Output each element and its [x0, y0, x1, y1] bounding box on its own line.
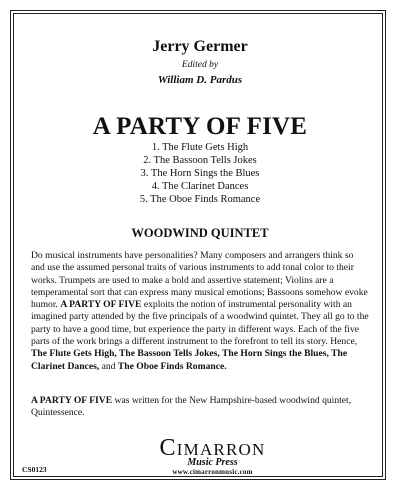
editor-name: William D. Pardus [157, 74, 243, 86]
publisher-subname: Music Press [187, 457, 238, 468]
last-movement-bold: The Oboe Finds Romance. [117, 360, 227, 372]
movement-item: 4. The Clarinet Dances [151, 181, 249, 192]
note-text: was written for the New Hampshire-based woodwind quintet, Quintessence. [31, 395, 352, 419]
edited-by-label: Edited by [181, 60, 219, 70]
movement-item: 2. The Bassoon Tells Jokes [143, 155, 257, 166]
brand-rest: IMARRON [176, 440, 266, 459]
publisher-logo [145, 435, 280, 477]
description-text-1: Do musical instruments have personalities? Many composers and arrangers think so and use the assumed personal traits of various instruments to add tonal color to their works. Trumpets are used to make a bold and assertive statement; Violins are a temperamental sort that can express many musical emotions; Bassoons somehow evoke humor. [31, 250, 368, 311]
movement-item: 1. The Flute Gets High [151, 142, 249, 153]
movement-item: 3. The Horn Sings the Blues [140, 168, 260, 179]
ensemble-subtitle: WOODWIND QUINTET [131, 226, 269, 240]
movement-list [0, 141, 400, 206]
title-reference: A PARTY OF FIVE [60, 299, 142, 311]
publisher-url: www.cimarronmusic.com [172, 468, 253, 476]
movement-names-bold: The Flute Gets High, The Bassoon Tells Jokes, The Horn Sings the Blues, The Clarinet Dances, [31, 348, 348, 372]
brand-initial: C [159, 435, 177, 461]
description-text-2: exploits the notion of instrumental personality with an imagined party attended by the five principals of a woodwind quintet. They all go to the party to have a good time, but experience the party in different ways. Each of the five parts of the work brings a different instrument to the forefront to tell its story. Hence, [31, 299, 369, 348]
note-paragraph [31, 395, 369, 420]
description-paragraph [31, 250, 369, 373]
work-title: A PARTY OF FIVE [92, 113, 308, 140]
movement-item: 5. The Oboe Finds Romance [139, 194, 261, 205]
description-and: and [99, 360, 118, 372]
composer-name: Jerry Germer [152, 38, 248, 55]
catalog-number: CS0123 [22, 465, 47, 474]
note-title-reference: A PARTY OF FIVE [31, 395, 113, 406]
